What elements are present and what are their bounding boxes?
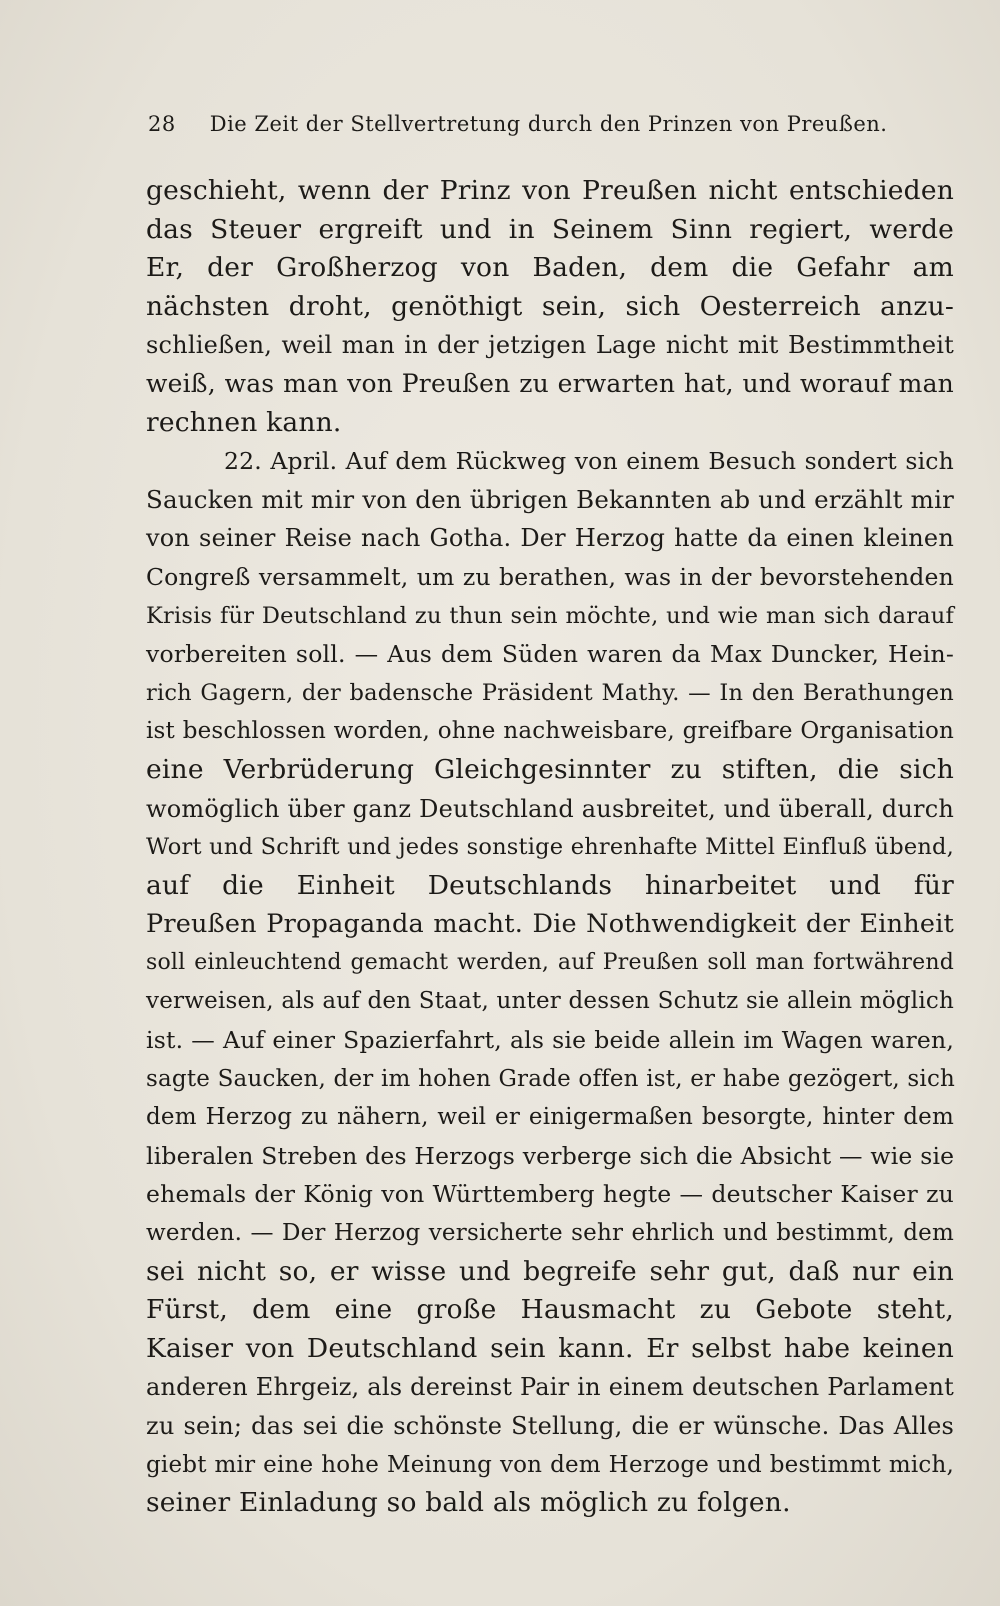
text-line: liberalen Streben des Herzogs verberge sich die Absicht — wie sie xyxy=(146,1141,955,1170)
text-line: Preußen Propaganda macht. Die Nothwendigkeit der Einheit xyxy=(146,909,954,940)
text-line: ehemals der König von Württemberg hegte — deutscher Kaiser zu xyxy=(146,1180,954,1209)
text-line: nächsten droht, genöthigt sein, sich Oesterreich anzu- xyxy=(146,290,954,322)
text-line: sei nicht so, er wisse und begreife sehr gut, daß nur ein xyxy=(146,1255,954,1287)
text-line: Er, der Großherzog von Baden, dem die Gefahr am xyxy=(146,252,954,284)
text-line: soll einleuchtend gemacht werden, auf Preußen soll man fortwährend xyxy=(146,949,954,975)
text-line: womöglich über ganz Deutschland ausbreitet, und überall, durch xyxy=(146,794,954,823)
text-line: dem Herzog zu nähern, weil er einigermaßen besorgte, hinter dem xyxy=(146,1104,954,1131)
text-line: eine Verbrüderung Gleichgesinnter zu stiften, die sich xyxy=(146,753,954,785)
text-line: geschieht, wenn der Prinz von Preußen nicht entschieden xyxy=(146,175,954,206)
text-line: seiner Einladung so bald als möglich zu folgen. xyxy=(146,1487,791,1519)
text-line: vorbereiten soll. — Aus dem Süden waren da Max Duncker, Hein- xyxy=(146,640,954,669)
text-line: sagte Saucken, der im hohen Grade offen ist, er habe gezögert, sich xyxy=(146,1065,956,1092)
text-line: rich Gagern, der badensche Präsident Mathy. — In den Berathungen xyxy=(146,679,954,706)
text-line: Fürst, dem eine große Hausmacht zu Gebote steht, xyxy=(146,1294,954,1326)
text-line: Krisis für Deutschland zu thun sein möchte, und wie man sich darauf xyxy=(146,602,954,629)
text-line: schließen, weil man in der jetzigen Lage nicht mit Bestimmtheit xyxy=(146,331,954,360)
text-line: ist beschlossen worden, ohne nachweisbare, greifbare Organisation xyxy=(146,718,954,745)
text-line: rechnen kann. xyxy=(146,406,342,438)
text-line: Wort und Schrift und jedes sonstige ehrenhafte Mittel Einfluß übend, xyxy=(146,834,954,861)
text-line: anderen Ehrgeiz, als dereinst Pair in einem deutschen Parlament xyxy=(146,1373,954,1402)
text-line: giebt mir eine hohe Meinung von dem Herzoge und bestimmt mich, xyxy=(146,1451,954,1478)
text-line: das Steuer ergreift und in Seinem Sinn regiert, werde xyxy=(146,213,954,245)
text-line: Kaiser von Deutschland sein kann. Er selbst habe keinen xyxy=(146,1332,954,1364)
text-line: ist. — Auf einer Spazierfahrt, als sie beide allein im Wagen waren, xyxy=(146,1026,954,1055)
text-line: zu sein; das sei die schönste Stellung, die er wünsche. Das Alles xyxy=(146,1412,954,1440)
text-line: 22. April. Auf dem Rückweg von einem Besuch sondert sich xyxy=(224,447,954,476)
text-line: weiß, was man von Preußen zu erwarten hat, und worauf man xyxy=(146,368,954,398)
page-header xyxy=(148,112,948,136)
body-text xyxy=(146,172,954,1523)
text-line: werden. — Der Herzog versicherte sehr ehrlich und bestimmt, dem xyxy=(146,1220,954,1247)
text-line: verweisen, als auf den Staat, unter dessen Schutz sie allein möglich xyxy=(146,988,954,1015)
running-title: Die Zeit der Stellvertretung durch den Prinzen von Preußen. xyxy=(209,112,888,136)
text-line: Congreß versammelt, um zu berathen, was in der bevorstehenden xyxy=(146,562,954,591)
text-line: Saucken mit mir von den übrigen Bekannten ab und erzählt mir xyxy=(146,484,955,514)
text-line: auf die Einheit Deutschlands hinarbeitet und für xyxy=(146,869,954,901)
text-line: von seiner Reise nach Gotha. Der Herzog hatte da einen kleinen xyxy=(146,524,954,553)
page-number: 28 xyxy=(148,112,176,136)
